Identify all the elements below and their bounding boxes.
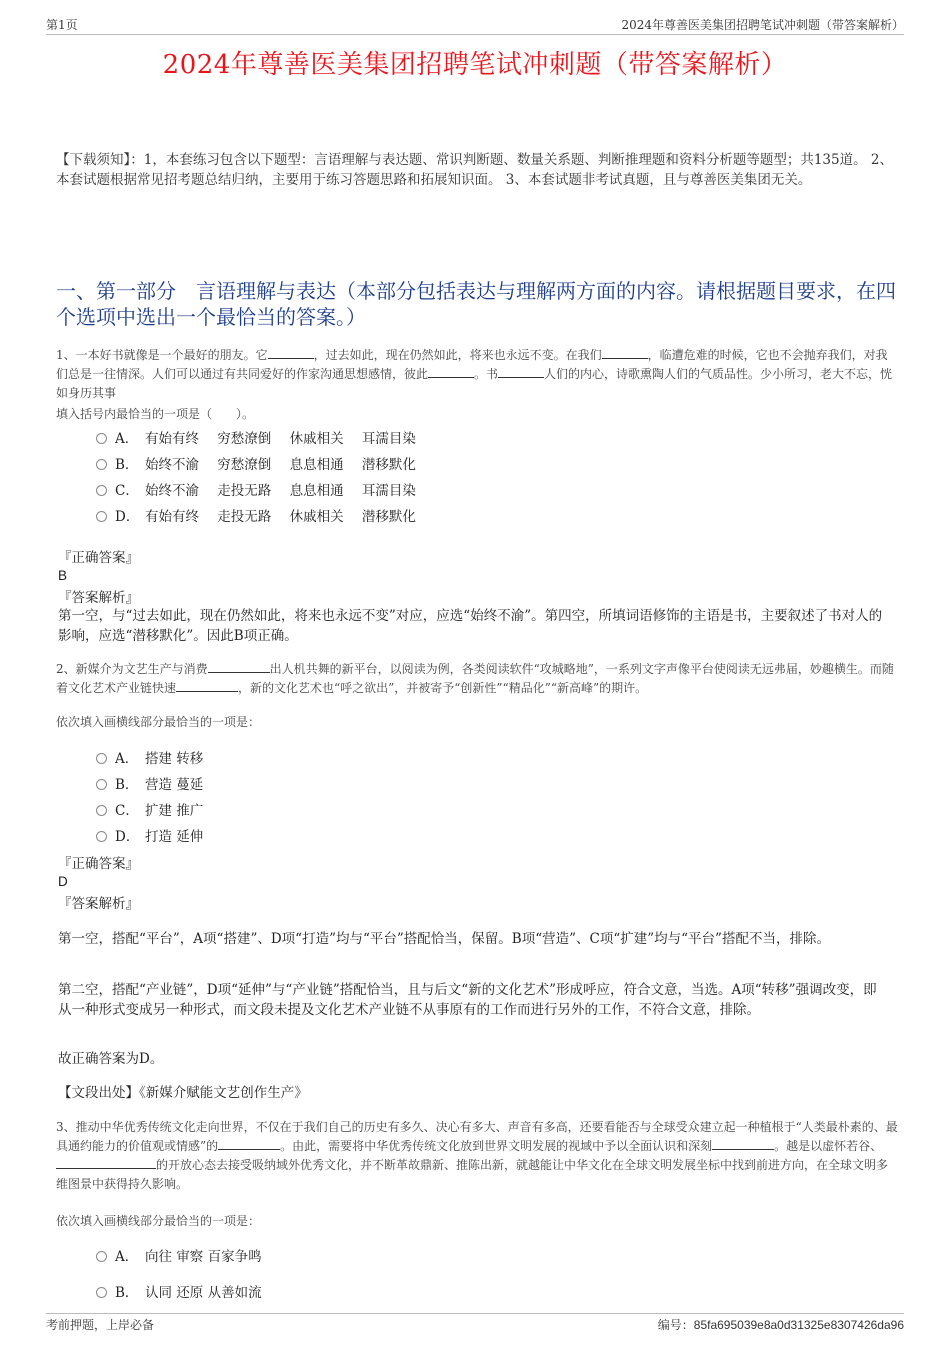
q1-analysis: 第一空，与“过去如此，现在仍然如此，将来也永远不变”对应，应选“始终不渝”。第四空，所填词语修饰的主语是书，主要叙述了书对人的影响，应选“潜移默化”。因此B项正确。 [58, 608, 883, 644]
q2-analysis-2: 第二空，搭配“产业链”，D项“延伸”与“产业链”搭配恰当，且与后文“新的文化艺术”形成呼应，符合文意，当选。A项“转移”强调改变，即从一种形式变成另一种形式，而文段未提及文化艺术产业链不从事原有的工作而进行另外的工作，不符合文意，排除。 [58, 982, 877, 1018]
radio-icon[interactable] [96, 831, 107, 842]
page-footer [46, 1313, 904, 1332]
question-2-stem: 2、新媒介为文艺生产与消费 出人机共舞的新平台，以阅读为例，各类阅读软件“攻城略地”，一系列文字声像平台使阅读无远弗届，妙趣横生。而随着文化艺术产业链快速 ，新的文化艺术也“呼之欲出”，并被寄予“创新性”“精品化”“新高峰”的期许。 [56, 662, 894, 695]
q2-analysis-1: 第一空，搭配“平台”，A项“搭建”、D项“打造”均与“平台”搭配恰当，保留。B项“营造”、C项“扩建”均与“平台”搭配不当，排除。 [58, 931, 830, 947]
q2-option-c[interactable]: C． 扩建 推广 [96, 801, 203, 821]
radio-icon[interactable] [96, 511, 107, 522]
question-3-prompt: 依次填入画横线部分最恰当的一项是： [56, 1214, 261, 1228]
radio-icon[interactable] [96, 433, 107, 444]
q3-option-a[interactable]: A． 向往 审察 百家争鸣 [96, 1247, 262, 1267]
radio-icon[interactable] [96, 753, 107, 764]
q2-option-b[interactable]: B． 营造 蔓延 [96, 775, 203, 795]
page-header [46, 14, 904, 35]
q1-analysis-label: 『答案解析』 [58, 590, 139, 606]
header-doc-title: 2024年尊善医美集团招聘笔试冲刺题（带答案解析） [621, 18, 904, 32]
question-1-stem: 1、一本好书就像是一个最好的朋友。它 ，过去如此，现在仍然如此，将来也永远不变。在我们 ，临遭危难的时候，它也不会抛弃我们，对我们总是一往情深。人们可以通过有共同爱好的作家沟通思想感情，彼此 。书 人们的内心，诗歌熏陶人们的气质品性。少小所习，老大不忘，恍如身历其事 [56, 348, 893, 400]
q1-answer-label: 『正确答案』 [58, 550, 139, 566]
radio-icon[interactable] [96, 805, 107, 816]
q3-option-b[interactable]: B． 认同 还原 从善如流 [96, 1283, 262, 1303]
page-number: 第1页 [46, 18, 78, 32]
radio-icon[interactable] [96, 779, 107, 790]
footer-code: 编号：85fa695039e8a0d31325e8307426da96 [657, 1318, 904, 1332]
q2-conclusion: 故正确答案为D。 [58, 1051, 164, 1067]
q2-answer: D [58, 874, 68, 889]
radio-icon[interactable] [96, 485, 107, 496]
q1-answer: B [58, 568, 68, 583]
q1-option-c[interactable]: C． 始终不渝 走投无路 息息相通 耳濡目染 [96, 481, 416, 501]
radio-icon[interactable] [96, 1251, 107, 1262]
q2-source: 【文段出处】《新媒介赋能文艺创作生产》 [58, 1085, 308, 1101]
page-title: 2024年尊善医美集团招聘笔试冲刺题（带答案解析） [162, 50, 788, 80]
question-1-prompt: 填入括号内最恰当的一项是（ ）。 [56, 407, 255, 421]
radio-icon[interactable] [96, 459, 107, 470]
q2-analysis-label: 『答案解析』 [58, 896, 139, 912]
q1-option-a[interactable]: A． 有始有终 穷愁潦倒 休戚相关 耳濡目染 [96, 429, 416, 449]
q2-option-a[interactable]: A． 搭建 转移 [96, 749, 203, 769]
footer-slogan: 考前押题，上岸必备 [46, 1318, 155, 1332]
radio-icon[interactable] [96, 1287, 107, 1298]
q2-answer-label: 『正确答案』 [58, 856, 139, 872]
section-heading: 一、第一部分 言语理解与表达（本部分包括表达与理解两方面的内容。请根据题目要求，在四个选项中选出一个最恰当的答案。） [56, 279, 896, 329]
q1-option-d[interactable]: D． 有始有终 走投无路 休戚相关 潜移默化 [96, 507, 416, 527]
question-3-stem: 3、推动中华优秀传统文化走向世界，不仅在于我们自己的历史有多久、决心有多大、声音有多高，还要看能否与全球受众建立起一种植根于“人类最朴素的、最具通约能力的价值观或情感”的 。由此，需要将中华优秀传统文化放到世界文明发展的视域中予以全面认识和深刻 。越是以虚怀若谷、的开放心态去接受吸纳域外优秀文化，并不断革故鼎新、推陈出新，就越能让中华文化在全球文明发展坐标中找到前进方向，在全球文明多维图景中获得持久影响。 [56, 1120, 898, 1191]
q2-option-d[interactable]: D． 打造 延伸 [96, 827, 203, 847]
download-notice: 【下载须知】：1，本套练习包含以下题型：言语理解与表达题、常识判断题、数量关系题、判断推理题和资料分析题等题型；共135道。 2、本套试题根据常见招考题总结归纳，主要用于练习答题思路和拓展知识面。 3、本套试题非考试真题，且与尊善医美集团无关。 [56, 152, 893, 188]
question-2-prompt: 依次填入画横线部分最恰当的一项是： [56, 715, 261, 729]
q1-option-b[interactable]: B． 始终不渝 穷愁潦倒 息息相通 潜移默化 [96, 455, 416, 475]
